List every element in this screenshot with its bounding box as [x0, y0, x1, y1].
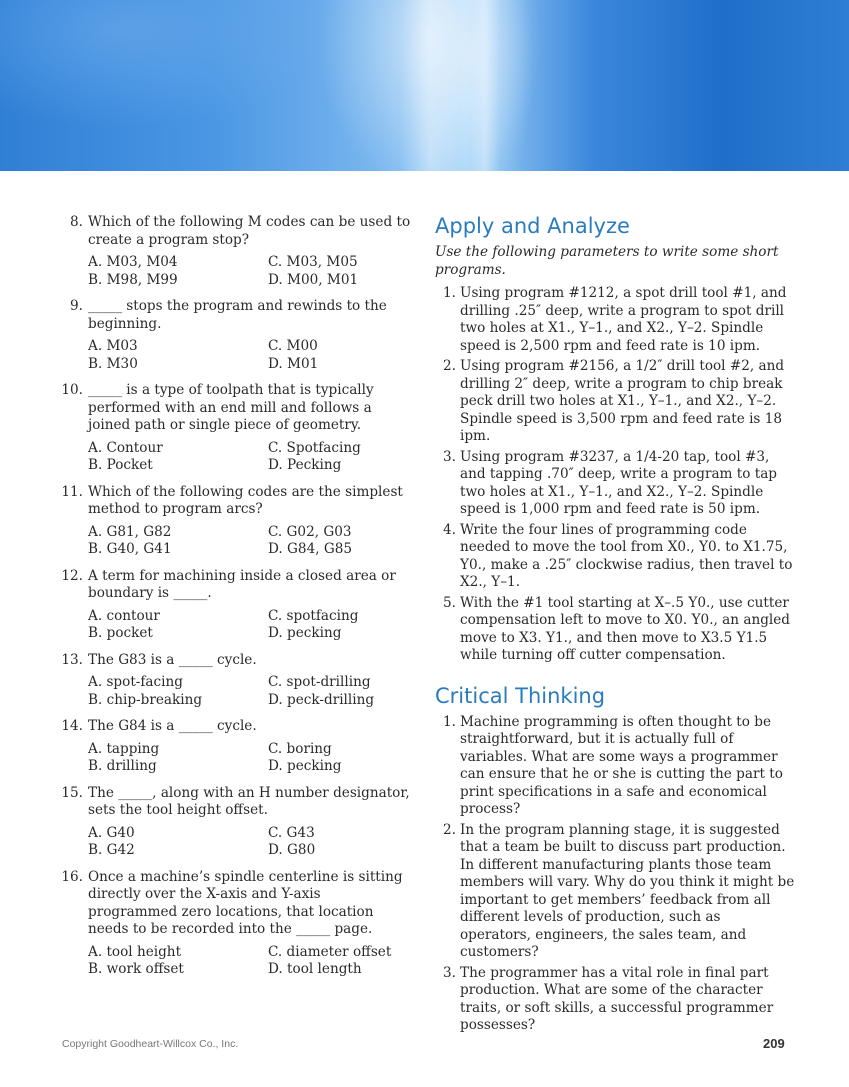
question-text: A term for machining inside a closed area or boundary is _____. [88, 567, 396, 601]
item-number: 5. [443, 594, 456, 611]
option-d: D. G84, G85 [268, 541, 353, 557]
review-questions-column [60, 214, 412, 988]
item-number: 1. [443, 285, 456, 301]
page-number: 209 [763, 1036, 785, 1051]
question-text: Once a machine’s spindle centerline is sitting directly over the X-axis and Y-axis programmed zero locations, that location needs to be recorded into the _____ page. [88, 868, 403, 937]
question-10 [60, 382, 412, 475]
option-c: C. M03, M05 [268, 254, 358, 270]
option-b: B. Pocket [88, 457, 153, 473]
option-a: A. spot-facing [88, 674, 183, 690]
question-number: 9. [70, 298, 83, 314]
answer-options [88, 254, 412, 289]
answer-options [88, 944, 412, 979]
option-d: D. pecking [268, 625, 342, 641]
option-a: A. tool height [88, 943, 182, 960]
item-number: 2. [443, 821, 456, 838]
item-number: 3. [443, 964, 456, 981]
answer-options [88, 825, 412, 860]
question-number: 15. [61, 784, 83, 801]
question-text: The G83 is a _____ cycle. [88, 651, 257, 668]
option-a: A. Contour [88, 439, 163, 456]
option-b: B. chip-breaking [88, 691, 203, 708]
apply-analyze-heading: Apply and Analyze [435, 214, 630, 238]
critical-item [435, 822, 795, 962]
item-number: 2. [443, 358, 456, 374]
banner-highlight [470, 0, 500, 171]
item-text: In the program planning stage, it is suggested that a team be built to discuss part production. In different manufacturing plants those team members will vary. Why do you think it might be important to get members’ feedback from all different levels of production, such as operators, engineers, the sales team, and customers? [460, 821, 795, 960]
question-text: The G84 is a _____ cycle. [88, 718, 257, 734]
header-banner-image [0, 0, 849, 171]
answer-options [88, 741, 412, 776]
question-number: 10. [61, 382, 83, 398]
apply-item [435, 358, 795, 446]
item-number: 4. [443, 521, 456, 538]
question-number: 13. [61, 651, 83, 668]
apply-item [435, 595, 795, 665]
option-b: B. work offset [88, 961, 184, 977]
question-number: 16. [61, 868, 83, 885]
question-text: _____ stops the program and rewinds to the beginning. [88, 298, 387, 332]
option-d: D. M01 [268, 355, 319, 372]
question-11 [60, 484, 412, 559]
critical-item [435, 965, 795, 1035]
option-b: B. pocket [88, 625, 153, 641]
option-b: B. M30 [88, 355, 138, 372]
item-number: 1. [443, 713, 456, 730]
item-text: Using program #2156, a 1/2″ drill tool #2, and drilling 2″ deep, write a program to chip break peck drill two holes at X1., Y–1., and X2., Y–2. Spindle speed is 3,500 rpm and feed rate is 18 ipm. [460, 358, 785, 444]
option-d: D. M00, M01 [268, 271, 359, 288]
question-8 [60, 214, 412, 289]
answer-options [88, 674, 412, 709]
question-number: 11. [61, 483, 83, 500]
answer-options [88, 524, 412, 559]
item-text: With the #1 tool starting at X–.5 Y0., use cutter compensation left to move to X0. Y0., an angled move to X3. Y1., and then move to X3.5 Y1.5 while turning off cutter compensation. [460, 594, 790, 663]
question-text: Which of the following M codes can be used to create a program stop? [88, 214, 411, 248]
apply-analyze-intro: Use the following parameters to write some short programs. [435, 244, 779, 278]
option-d: D. tool length [268, 961, 362, 977]
question-text: _____ is a type of toolpath that is typically performed with an end mill and follows a joined path or single piece of geometry. [88, 382, 374, 433]
option-b: B. G40, G41 [88, 541, 172, 557]
option-b: B. M98, M99 [88, 271, 178, 288]
option-c: C. G43 [268, 824, 315, 841]
exercises-column [435, 214, 795, 1038]
option-c: C. M00 [268, 338, 318, 354]
option-d: D. G80 [268, 842, 316, 858]
option-a: A. M03 [88, 338, 138, 354]
answer-options [88, 338, 412, 373]
question-text: Which of the following codes are the simplest method to program arcs? [88, 483, 403, 517]
option-c: C. G02, G03 [268, 523, 352, 540]
item-text: Machine programming is often thought to be straightforward, but it is actually full of variables. What are some ways a programmer can ensure that he or she is cutting the part to print specifications in a safe and economical process? [460, 713, 783, 817]
critical-item [435, 714, 795, 819]
question-14 [60, 718, 412, 776]
option-c: C. spotfacing [268, 607, 359, 624]
option-d: D. peck-drilling [268, 691, 375, 708]
answer-options [88, 440, 412, 475]
question-13 [60, 652, 412, 710]
option-a: A. G81, G82 [88, 523, 172, 540]
copyright-notice: Copyright Goodheart-Willcox Co., Inc. [62, 1038, 239, 1050]
option-a: A. tapping [88, 740, 160, 757]
item-text: Using program #1212, a spot drill tool #1, and drilling .25″ deep, write a program to spot drill two holes at X1., Y–1., and X2., Y–2. Spindle speed is 2,500 rpm and feed rate is 10 ipm. [460, 285, 787, 354]
option-c: C. diameter offset [268, 943, 392, 960]
question-16 [60, 869, 412, 979]
item-text: The programmer has a vital role in final part production. What are some of the character traits, or soft skills, a successful programmer possesses? [460, 964, 774, 1033]
option-b: B. G42 [88, 842, 135, 858]
critical-thinking-heading: Critical Thinking [435, 683, 606, 708]
answer-options [88, 608, 412, 643]
apply-item [435, 285, 795, 355]
apply-item [435, 449, 795, 519]
option-c: C. spot-drilling [268, 674, 371, 690]
question-number: 8. [70, 214, 83, 230]
question-12 [60, 568, 412, 643]
option-a: A. contour [88, 607, 160, 624]
question-number: 14. [61, 718, 83, 734]
question-number: 12. [61, 567, 83, 584]
question-9 [60, 298, 412, 373]
banner-highlight [400, 0, 460, 171]
apply-item [435, 522, 795, 592]
option-a: A. G40 [88, 824, 135, 841]
option-b: B. drilling [88, 758, 157, 774]
option-c: C. Spotfacing [268, 439, 361, 456]
question-15 [60, 785, 412, 860]
item-number: 3. [443, 448, 456, 465]
question-text: The _____, along with an H number designator, sets the tool height offset. [88, 784, 410, 818]
option-d: D. pecking [268, 758, 342, 774]
option-a: A. M03, M04 [88, 254, 178, 270]
option-d: D. Pecking [268, 457, 342, 473]
option-c: C. boring [268, 740, 332, 757]
item-text: Write the four lines of programming code needed to move the tool from X0., Y0. to X1.75, Y0., make a .25″ clockwise radius, then travel to X2., Y–1. [460, 521, 793, 590]
item-text: Using program #3237, a 1/4-20 tap, tool #3, and tapping .70″ deep, write a program to tap two holes at X1., Y–1., and X2., Y–2. Spindle speed is 1,000 rpm and feed rate is 50 ipm. [460, 448, 778, 517]
